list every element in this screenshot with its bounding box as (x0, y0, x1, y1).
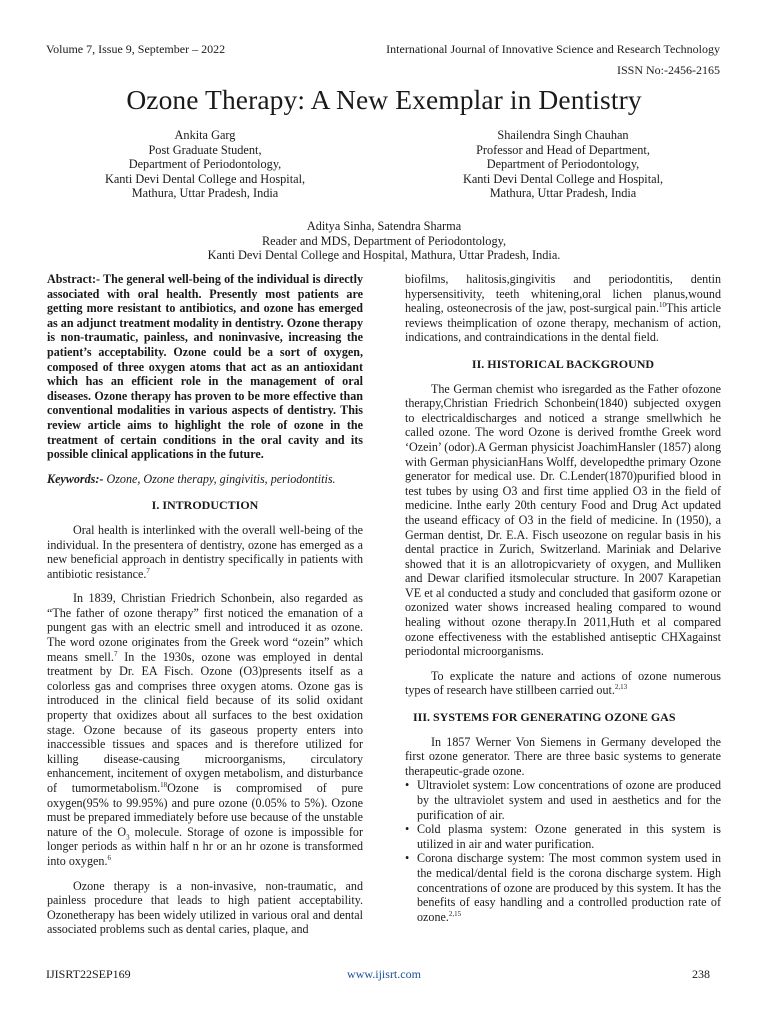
citation: 7 (113, 649, 118, 658)
journal-name: International Journal of Innovative Science and Research Technology (386, 42, 720, 56)
intro-paragraph-1: Oral health is interlinked with the overall well-being of the individual. In the presentera of dentistry, ozone has emerged as a new beneficial approach in dentistry specifically in patients with antibiotic resistance.$^7$ (47, 522, 363, 581)
paper-title: Ozone Therapy: A New Exemplar in Dentistry (126, 84, 642, 115)
author-affiliation-line: Kanti Devi Dental College and Hospital, (104, 171, 306, 186)
citation: 10 (659, 301, 666, 310)
left-column (47, 272, 363, 937)
paper-id: IJISRT22SEP169 (46, 967, 131, 981)
intro-paragraph-3-continued: biofilms, halitosis,gingivitis and periodontitis, dentin hypersensitivity, teeth whitening,oral lichen planus,wound healing, osteonecrosis of the jaw, post-surgical pain.$^{10}$This article reviews theimplication of ozone therapy, mechanism of action, indications, and contraindications in the dental field. (405, 272, 721, 345)
intro-paragraph-2: In 1839, Christian Friedrich Schonbein, also regarded as “The father of ozone therapy” first noticed the emanation of a pungent gas with an electric smell and introduced it as ozone. The word ozone originates from the Greek word “ozein” which means smell.$^7$ In the 1930s, ozone was employed in dental treatment by Dr. EA Fisch. Ozone (O3)presents itself as a colorless gas and comprises three oxygen atoms. Ozone gas is introduced in the clinical field because of its solid oxidant property that oxidizes about all surfaces to the best oxidation stage. Ozone because of its gaseous property enters into inaccessible tissues and spaces and is therefore utilized for killing disease-causing microorganisms, circulatory enhancement, incitement of oxygen metabolism, and disturbance of tumormetabolism.$^{18}$Ozone is compromised of pure oxygen(95% to 99.95%) and pure ozone (0.05% to 5%). Ozone must be prepared immediately before use because of the unstable nature of the $O_3$ molecule. Storage of ozone is impossible for longer periods as within half n hr or an hr ozone is transformed into oxygen.$^6$ (47, 591, 363, 868)
author-block-3 (84, 219, 684, 263)
keywords-text: Ozone, Ozone therapy, gingivitis, periodontitis. (106, 471, 336, 486)
historical-paragraph-1: The German chemist who isregarded as the Father ofozone therapy,Christian Friedrich Schonbein(1840) subjected oxygen to electricaldischarges and noticed a strange smellwhich he called ozone. The word Ozone is derived fromthe Greek word ‘Ozein’ (odor).A German physicist JoachimHansler (1857) along with German physicianHans Wolff, developedthe primary Ozone generator for medical use. Dr. C.Lender(1870)purified blood in test tubes by using O3 and first time applied O3 in the field of medicine. Inthe early 20th century Food and Drug Act updated the useand efficacy of O3 in the field of medicine. In (1950), a German dentist, Dr. E.A. Fisch useozone on regular basis in his dental practice in Zurich, Switzerland. Mariniak and Delarive showed that it is an allotropicvariety of oxygen, and Mulliken and Dewar clarified itsmolecular structure. In 2007 Karapetian VE et al conducted a study and concluded that gasiform ozone or ozonized water shows increased healing compared to wound healing without ozone therapy.In 2011,Huth et al compared ozone effectiveness with the established antiseptic CHXagainst periodontal microorganisms. (405, 381, 721, 659)
section-heading-historical: II. HISTORICAL BACKGROUND (471, 356, 655, 371)
list-item: • Cold plasma system: Ozone generated in this system is utilized in air and water purification. (405, 822, 721, 851)
intro-paragraph-3: Ozone therapy is a non-invasive, non-traumatic, and painless procedure that leads to high patient acceptability. Ozonetherapy has been widely utilized in various oral and dental associated problems such as dental caries, plaque, and (47, 878, 363, 937)
section-heading-introduction: I. INTRODUCTION (151, 498, 259, 513)
list-item: • Corona discharge system: The most common system used in the medical/dental field is the corona discharge system. High concentrations of ozone are produced by this system. It has the benefits of easy handling and a controlled production rate of ozone.$^{2,15}$ (405, 851, 721, 924)
abstract: Abstract:- The general well-being of the individual is directly associated with oral health. Presently most patients are getting more resistant to antibiotics, and ozone has emerged as an adjunct treatment modality in dentistry. Ozone therapy is non-traumatic, painless, and noninvasive, increasing the patient’s acceptability. Ozone could be a sort of oxygen, composed of three oxygen atoms that act as an antioxidant which has an efficient role in the management of oral diseases. Ozone therapy has proven to be more effective than conventional modalities in various aspects of dentistry. This review article aims to highlight the role of ozone in the treatment of certain conditions in the oral cavity and its possible clinical applications in the future. (47, 272, 363, 462)
author-block-1 (70, 128, 340, 201)
section-heading-systems: III. SYSTEMS FOR GENERATING OZONE GAS (413, 710, 676, 725)
citation: 6 (107, 853, 111, 862)
author-affiliation-line: Kanti Devi Dental College and Hospital, Mathura, Uttar Pradesh, India. (207, 248, 561, 263)
systems-paragraph: In 1857 Werner Von Siemens in Germany developed the first ozone generator. There are three basic systems to generate therapeutic-grade ozone. (405, 734, 721, 778)
systems-list (405, 778, 721, 924)
author-name: Ankita Garg (174, 128, 236, 142)
subscript: 3 (126, 833, 130, 842)
volume-issue: Volume 7, Issue 9, September – 2022 (46, 42, 226, 56)
citation: 2,13 (614, 683, 628, 692)
page-number: 238 (692, 967, 710, 981)
citation: 18 (160, 780, 168, 789)
issn: ISSN No:-2456-2165 (616, 63, 720, 77)
author-block-2 (428, 128, 698, 201)
author-affiliation-line: Department of Periodontology, (486, 157, 640, 172)
author-affiliation-line: Professor and Head of Department, (476, 142, 650, 157)
author-name: Shailendra Singh Chauhan (497, 128, 629, 142)
journal-website-link[interactable]: www.ijisrt.com (347, 967, 421, 981)
author-affiliation-line: Kanti Devi Dental College and Hospital, (462, 171, 664, 186)
citation: 2,15 (448, 909, 462, 918)
keywords (47, 472, 363, 487)
list-item: • Ultraviolet system: Low concentrations of ozone are produced by the ultraviolet system and used in aesthetics and for the purification of air. (405, 778, 721, 822)
historical-paragraph-2: To explicate the nature and actions of ozone numerous types of research have stillbeen carried out.$^{2,13}$ (405, 668, 721, 698)
citation: 7 (146, 566, 150, 575)
author-name: Aditya Sinha, Satendra Sharma (306, 219, 462, 233)
keywords-label: Keywords:- (47, 471, 104, 486)
author-affiliation-line: Mathura, Uttar Pradesh, India (131, 186, 279, 201)
author-affiliation-line: Department of Periodontology, (128, 157, 282, 172)
author-affiliation-line: Reader and MDS, Department of Periodontology, (261, 233, 507, 248)
right-column (405, 272, 721, 924)
author-affiliation-line: Post Graduate Student, (148, 142, 262, 157)
author-affiliation-line: Mathura, Uttar Pradesh, India (489, 186, 637, 201)
